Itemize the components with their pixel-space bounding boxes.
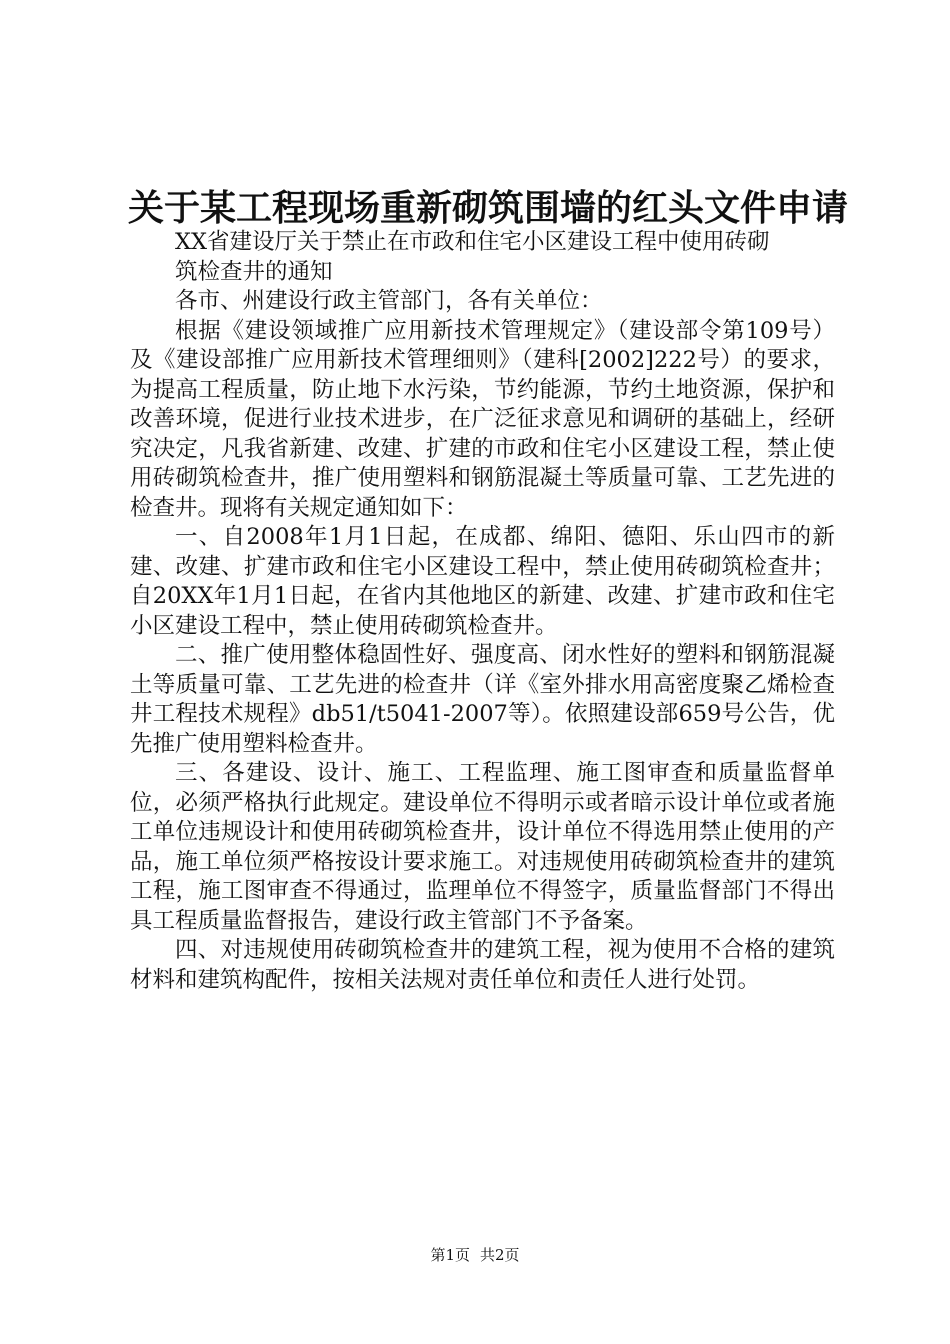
paragraph-salutation: 各市、州建设行政主管部门，各有关单位： <box>175 288 603 314</box>
paragraph-item-1: 一、自2008年1月1日起，在成都、绵阳、德阳、乐山四市的新建、改建、扩建市政和住宅小区建设工程中，禁止使用砖砌筑检查井；自20XX年1月1日起，在省内其他地区的新建、改建、扩建市政和住宅小区建设工程中，禁止使用砖砌筑检查井。 <box>130 524 835 639</box>
document-body <box>130 228 835 995</box>
paragraph-item-4: 四、对违规使用砖砌筑检查井的建筑工程，视为使用不合格的建筑材料和建筑构配件，按相关法规对责任单位和责任人进行处罚。 <box>130 937 835 993</box>
page-footer <box>0 1245 950 1265</box>
paragraph-item-2: 二、推广使用整体稳固性好、强度高、闭水性好的塑料和钢筋混凝土等质量可靠、工艺先进的检查井（详《室外排水用高密度聚乙烯检查井工程技术规程》db51/t5041-2007等）。依照建设部659号公告，优先推广使用塑料检查井。 <box>130 642 835 757</box>
page-number-current: 第1页 <box>430 1246 470 1264</box>
document-title: 关于某工程现场重新砌筑围墙的红头文件申请 <box>128 188 849 229</box>
paragraph-heading-line-1: XX省建设厅关于禁止在市政和住宅小区建设工程中使用砖砌 <box>175 229 770 255</box>
page-number-total: 共2页 <box>480 1246 520 1264</box>
paragraph-item-3: 三、各建设、设计、施工、工程监理、施工图审查和质量监督单位，必须严格执行此规定。建设单位不得明示或者暗示设计单位或者施工单位违规设计和使用砖砌筑检查井，设计单位不得选用禁止使用的产品，施工单位须严格按设计要求施工。对违规使用砖砌筑检查井的建筑工程，施工图审查不得通过，监理单位不得签字，质量监督部门不得出具工程质量监督报告，建设行政主管部门不予备案。 <box>130 760 835 934</box>
paragraph-heading-line-2: 筑检查井的通知 <box>175 258 333 285</box>
paragraph-intro: 根据《建设领域推广应用新技术管理规定》（建设部令第109号）及《建设部推广应用新技术管理细则》（建科[2002]222号）的要求，为提高工程质量，防止地下水污染，节约能源，节约土地资源，保护和改善环境，促进行业技术进步，在广泛征求意见和调研的基础上，经研究决定，凡我省新建、改建、扩建的市政和住宅小区建设工程，禁止使用砖砌筑检查井，推广使用塑料和钢筋混凝土等质量可靠、工艺先进的检查井。现将有关规定通知如下： <box>130 317 835 521</box>
